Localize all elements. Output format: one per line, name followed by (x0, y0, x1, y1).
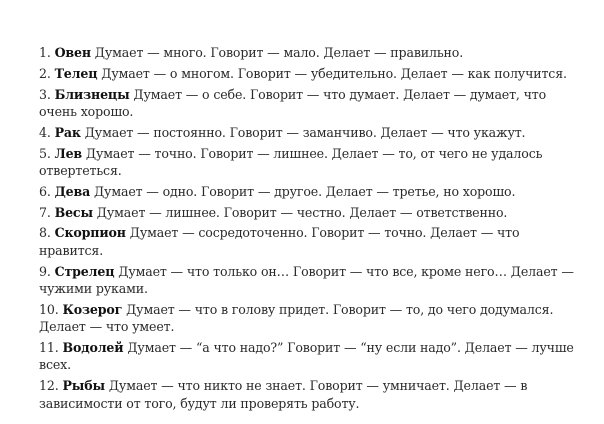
item-number: 10. (39, 301, 59, 317)
item-number: 2. (39, 65, 51, 81)
list-item (39, 339, 579, 374)
list-item (39, 204, 579, 221)
list-item (39, 145, 579, 180)
item-number: 8. (39, 225, 51, 241)
list-item (39, 183, 579, 200)
zodiac-sign: Дева (54, 183, 91, 199)
item-text: Думает — много. Говорит — мало. Делает — правильно. (94, 45, 464, 60)
list-item (39, 377, 579, 412)
zodiac-sign: Овен (54, 45, 91, 60)
list-item (39, 224, 579, 259)
zodiac-sign: Скорпион (54, 225, 126, 241)
item-text: Думает — сосредоточенно. Говорит — точно. Делает — что нравится. (39, 225, 520, 258)
list-item (39, 86, 579, 121)
item-number: 7. (39, 204, 51, 220)
list-item (39, 263, 579, 298)
item-text: Думает — что в голову придет. Говорит — то, до чего додумался. Делает — что умеет. (39, 301, 554, 335)
list-item (39, 44, 579, 61)
zodiac-sign: Козерог (62, 301, 123, 317)
item-text: Думает — что никто не знает. Говорит — умничает. Делает — в зависимости от того, будут ли проверять работу. (39, 378, 528, 411)
zodiac-sign: Близнецы (54, 86, 130, 102)
item-number: 3. (39, 86, 51, 102)
zodiac-list (39, 44, 579, 415)
zodiac-sign: Стрелец (54, 263, 115, 279)
zodiac-sign: Рак (54, 124, 81, 140)
item-number: 4. (39, 124, 51, 140)
list-item (39, 124, 579, 141)
list-item (39, 65, 579, 82)
zodiac-sign: Водолей (62, 340, 124, 355)
item-text: Думает — лишнее. Говорит — честно. Делает — ответственно. (96, 204, 508, 220)
item-text: Думает — “а что надо?” Говорит — “ну если надо”. Делает — лучше всех. (39, 340, 574, 373)
item-number: 12. (39, 378, 59, 394)
list-item (39, 301, 579, 336)
item-number: 9. (39, 263, 51, 279)
item-text: Думает — что только он… Говорит — что все, кроме него… Делает — чужими руками. (39, 263, 574, 296)
item-text: Думает — точно. Говорит — лишнее. Делает — то, от чего не удалось отвертеться. (39, 145, 543, 178)
item-number: 6. (39, 183, 51, 199)
item-text: Думает — о себе. Говорит — что думает. Делает — думает, что очень хорошо. (39, 86, 547, 119)
item-text: Думает — о многом. Говорит — убедительно. Делает — как получится. (101, 65, 567, 81)
item-number: 1. (39, 45, 51, 60)
zodiac-sign: Телец (54, 65, 98, 81)
item-number: 5. (39, 145, 51, 161)
item-number: 11. (39, 340, 59, 355)
item-text: Думает — одно. Говорит — другое. Делает — третье, но хорошо. (93, 183, 516, 199)
zodiac-sign: Весы (54, 204, 93, 220)
zodiac-sign: Лев (54, 145, 83, 161)
zodiac-sign: Рыбы (62, 378, 105, 394)
item-text: Думает — постоянно. Говорит — заманчиво. Делает — что укажут. (84, 124, 526, 140)
